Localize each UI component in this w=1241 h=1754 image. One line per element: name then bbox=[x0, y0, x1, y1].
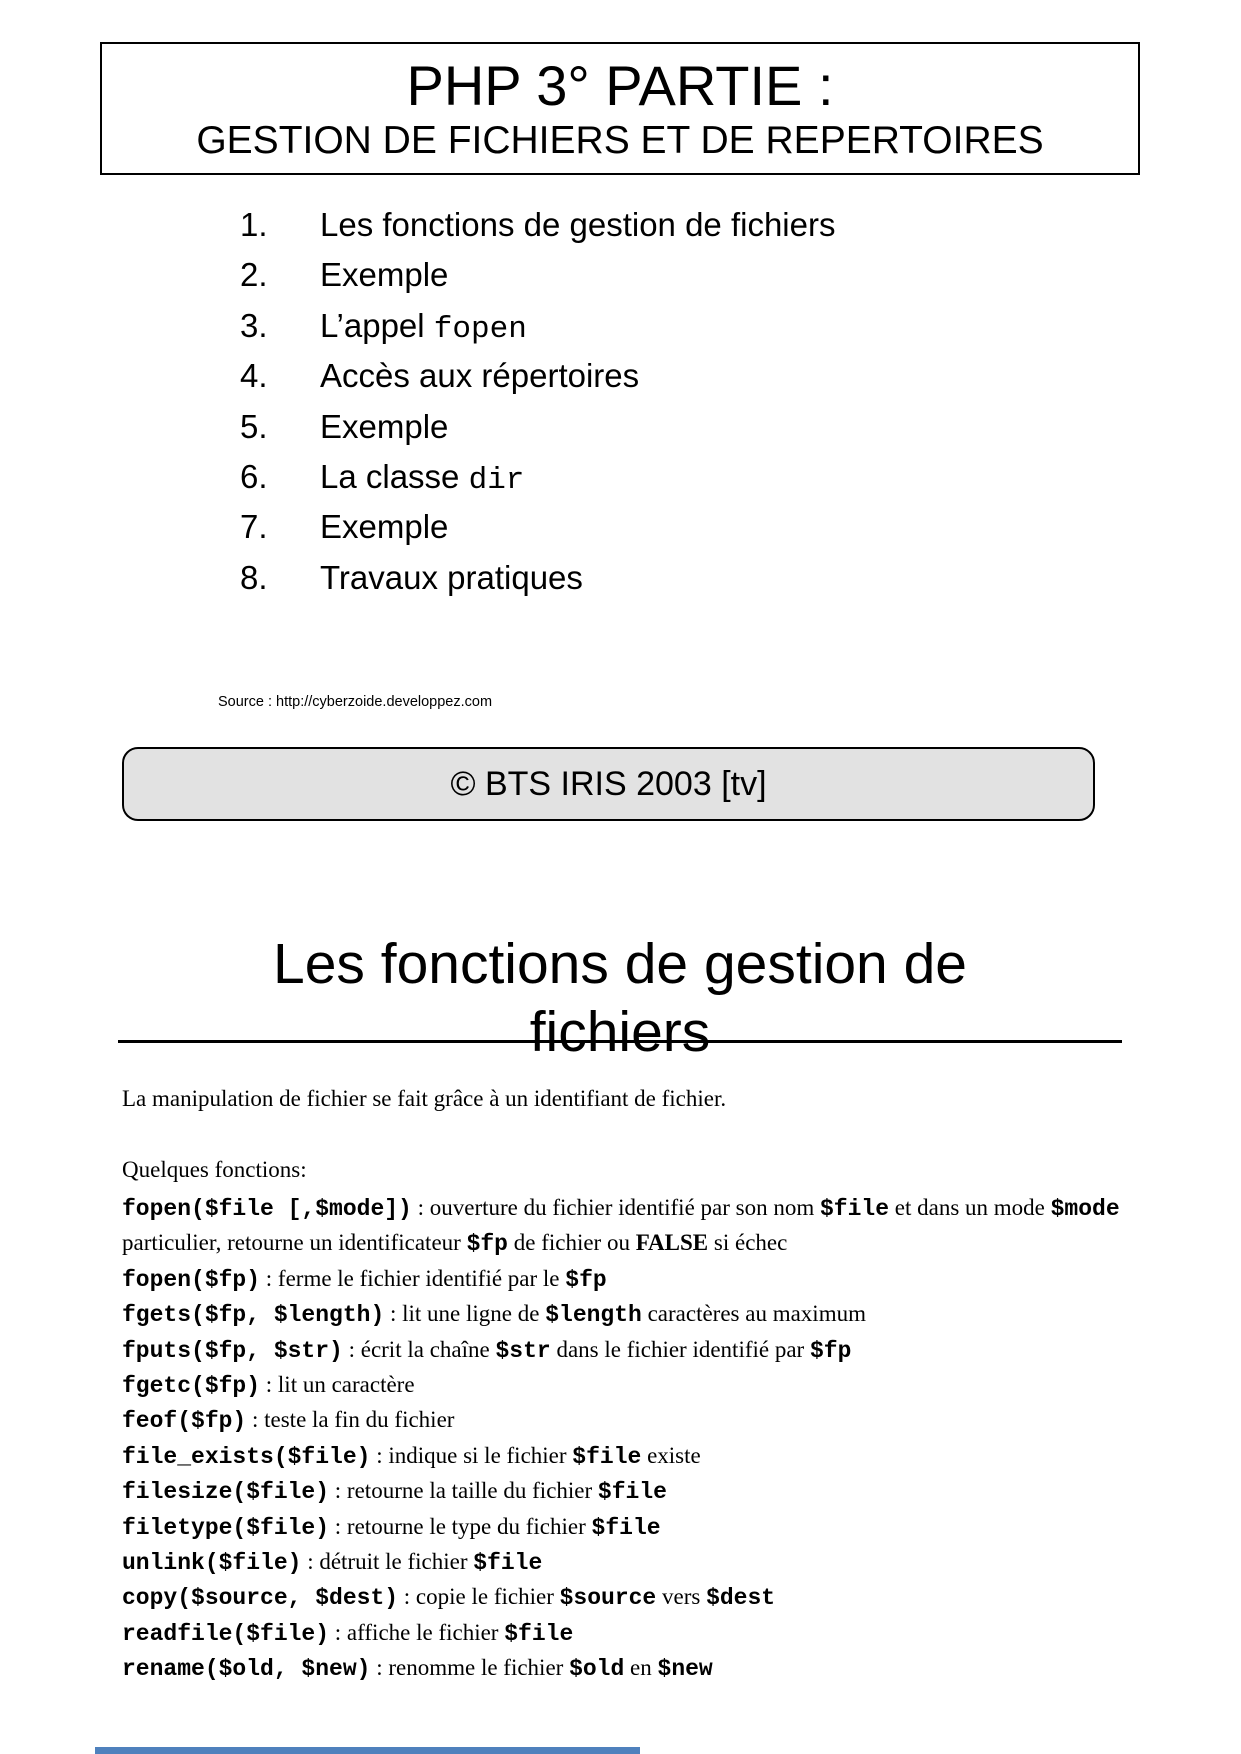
code-token: $dest bbox=[706, 1585, 776, 1612]
function-entry bbox=[122, 1510, 1124, 1545]
function-entry bbox=[122, 1439, 1124, 1474]
toc-item-label bbox=[320, 559, 583, 597]
function-entry bbox=[122, 1474, 1124, 1509]
text-segment: : écrit la chaîne bbox=[342, 1336, 496, 1362]
text-segment: : détruit le fichier bbox=[301, 1549, 474, 1575]
subheading: Quelques fonctions: bbox=[122, 1157, 307, 1182]
toc-item-number: 8. bbox=[240, 558, 268, 596]
function-entry bbox=[122, 1297, 1124, 1332]
text-segment: caractères au maximum bbox=[641, 1301, 866, 1327]
text-segment: : teste la fin du fichier bbox=[246, 1407, 455, 1433]
document-subtitle: GESTION DE FICHIERS ET DE REPERTOIRES bbox=[196, 118, 1044, 162]
code-token: filesize($file) bbox=[122, 1479, 330, 1506]
toc-item-label bbox=[320, 256, 448, 294]
text-segment: existe bbox=[641, 1442, 701, 1468]
text-segment: : renomme le fichier bbox=[370, 1655, 570, 1681]
function-entry bbox=[122, 1368, 1124, 1403]
section-heading-line: Les fonctions de gestion de bbox=[273, 932, 967, 996]
code-token: fgetc($fp) bbox=[122, 1373, 261, 1400]
code-token: unlink($file) bbox=[122, 1550, 302, 1577]
page-bottom-blue-bar bbox=[95, 1747, 640, 1754]
code-token: fopen($fp) bbox=[122, 1266, 261, 1293]
code-token: $fp bbox=[565, 1266, 607, 1293]
function-entry bbox=[122, 1191, 1124, 1262]
text-segment: Travaux pratiques bbox=[320, 558, 583, 596]
text-segment: Exemple bbox=[320, 508, 449, 546]
text-segment: Exemple bbox=[320, 407, 449, 445]
toc-item-label bbox=[320, 307, 527, 347]
toc-item-number: 3. bbox=[240, 306, 268, 344]
code-token: $file bbox=[591, 1514, 661, 1541]
code-token: $file bbox=[473, 1550, 543, 1577]
toc-item-label bbox=[320, 408, 448, 446]
code-token: file_exists($file) bbox=[122, 1443, 371, 1470]
text-segment: : retourne la taille du fichier bbox=[329, 1478, 598, 1504]
toc-item bbox=[240, 307, 835, 357]
toc-item-number: 4. bbox=[240, 357, 268, 395]
text-segment: si échec bbox=[708, 1230, 788, 1256]
text-segment: vers bbox=[656, 1584, 707, 1610]
toc-item-number: 6. bbox=[240, 457, 268, 495]
section-heading-line: fichiers bbox=[529, 1000, 711, 1064]
copyright-box bbox=[122, 747, 1095, 821]
code-token: $new bbox=[657, 1656, 713, 1683]
text-segment: La classe bbox=[320, 457, 469, 495]
code-token: fputs($fp, $str) bbox=[122, 1337, 343, 1364]
text-segment: particulier, retourne un identificateur bbox=[122, 1230, 467, 1256]
text-segment: et dans un mode bbox=[889, 1195, 1051, 1220]
text-segment: FALSE bbox=[635, 1230, 709, 1256]
text-segment: : copie le fichier bbox=[398, 1584, 560, 1610]
function-entry bbox=[122, 1333, 1124, 1368]
code-token: $file bbox=[597, 1479, 667, 1506]
function-entry bbox=[122, 1651, 1124, 1686]
function-entry bbox=[122, 1580, 1124, 1615]
text-segment: : retourne le type du fichier bbox=[329, 1513, 592, 1539]
code-token: $fp bbox=[809, 1337, 852, 1364]
function-entry bbox=[122, 1545, 1124, 1580]
code-token: $fp bbox=[466, 1231, 508, 1258]
intro-paragraph: La manipulation de fichier se fait grâce à un identifiant de fichier. bbox=[122, 1086, 727, 1111]
text-segment: : indique si le fichier bbox=[370, 1442, 573, 1468]
code-token: readfile($file) bbox=[122, 1620, 330, 1647]
toc-item bbox=[240, 206, 835, 256]
text-segment: en bbox=[624, 1655, 658, 1681]
toc-item bbox=[240, 508, 835, 558]
text-segment: : lit une ligne de bbox=[384, 1301, 546, 1327]
text-segment: Exemple bbox=[320, 256, 449, 294]
code-token: $old bbox=[569, 1656, 625, 1683]
text-segment: : affiche le fichier bbox=[329, 1619, 505, 1645]
code-token: dir bbox=[468, 462, 525, 498]
toc-list bbox=[240, 206, 835, 609]
title-box bbox=[100, 42, 1140, 175]
code-token: $file bbox=[820, 1196, 890, 1222]
document-title: PHP 3° PARTIE : bbox=[406, 53, 834, 117]
text-segment: dans le fichier identifié par bbox=[550, 1336, 810, 1362]
code-token: $file bbox=[504, 1620, 574, 1647]
toc-item-label bbox=[320, 206, 835, 244]
code-token: $source bbox=[559, 1585, 657, 1612]
toc-item bbox=[240, 559, 835, 609]
code-token: $mode bbox=[1050, 1196, 1120, 1222]
code-token: feof($fp) bbox=[122, 1408, 247, 1435]
text-segment: : ferme le fichier identifié par le bbox=[260, 1265, 566, 1291]
toc-item-label bbox=[320, 458, 524, 498]
copyright-label: © BTS IRIS 2003 [tv] bbox=[450, 764, 767, 803]
text-segment: : lit un caractère bbox=[260, 1372, 415, 1398]
code-token: fopen($file [,$mode]) bbox=[122, 1196, 412, 1222]
code-token: $str bbox=[495, 1337, 551, 1364]
text-segment: L’appel bbox=[320, 306, 434, 344]
toc-item bbox=[240, 458, 835, 508]
toc-item-number: 1. bbox=[240, 206, 268, 243]
function-entry bbox=[122, 1262, 1124, 1297]
toc-item-number: 2. bbox=[240, 256, 268, 294]
code-token: copy($source, $dest) bbox=[122, 1585, 399, 1612]
code-token: filetype($file) bbox=[122, 1514, 330, 1541]
function-entry bbox=[122, 1403, 1124, 1438]
toc-item bbox=[240, 256, 835, 306]
code-token: fgets($fp, $length) bbox=[122, 1302, 385, 1329]
code-token: rename($old, $new) bbox=[122, 1656, 371, 1683]
section-heading bbox=[120, 930, 1120, 1066]
text-segment: Les fonctions de gestion de fichiers bbox=[320, 206, 836, 243]
text-segment: de fichier ou bbox=[507, 1230, 636, 1256]
toc-item-number: 7. bbox=[240, 508, 268, 546]
toc-item bbox=[240, 357, 835, 407]
code-token: fopen bbox=[433, 311, 527, 347]
code-token: $length bbox=[545, 1302, 642, 1329]
toc-item-label bbox=[320, 357, 639, 395]
source-line: Source : http://cyberzoide.developpez.com bbox=[218, 694, 493, 710]
function-entry bbox=[122, 1616, 1124, 1651]
toc-item-number: 5. bbox=[240, 407, 268, 445]
functions-list bbox=[122, 1191, 1124, 1687]
text-segment: Accès aux répertoires bbox=[320, 357, 640, 395]
text-segment: : ouverture du fichier identifié par son nom bbox=[411, 1195, 820, 1220]
code-token: $file bbox=[572, 1443, 642, 1470]
toc-item bbox=[240, 408, 835, 458]
toc-item-label bbox=[320, 508, 448, 546]
